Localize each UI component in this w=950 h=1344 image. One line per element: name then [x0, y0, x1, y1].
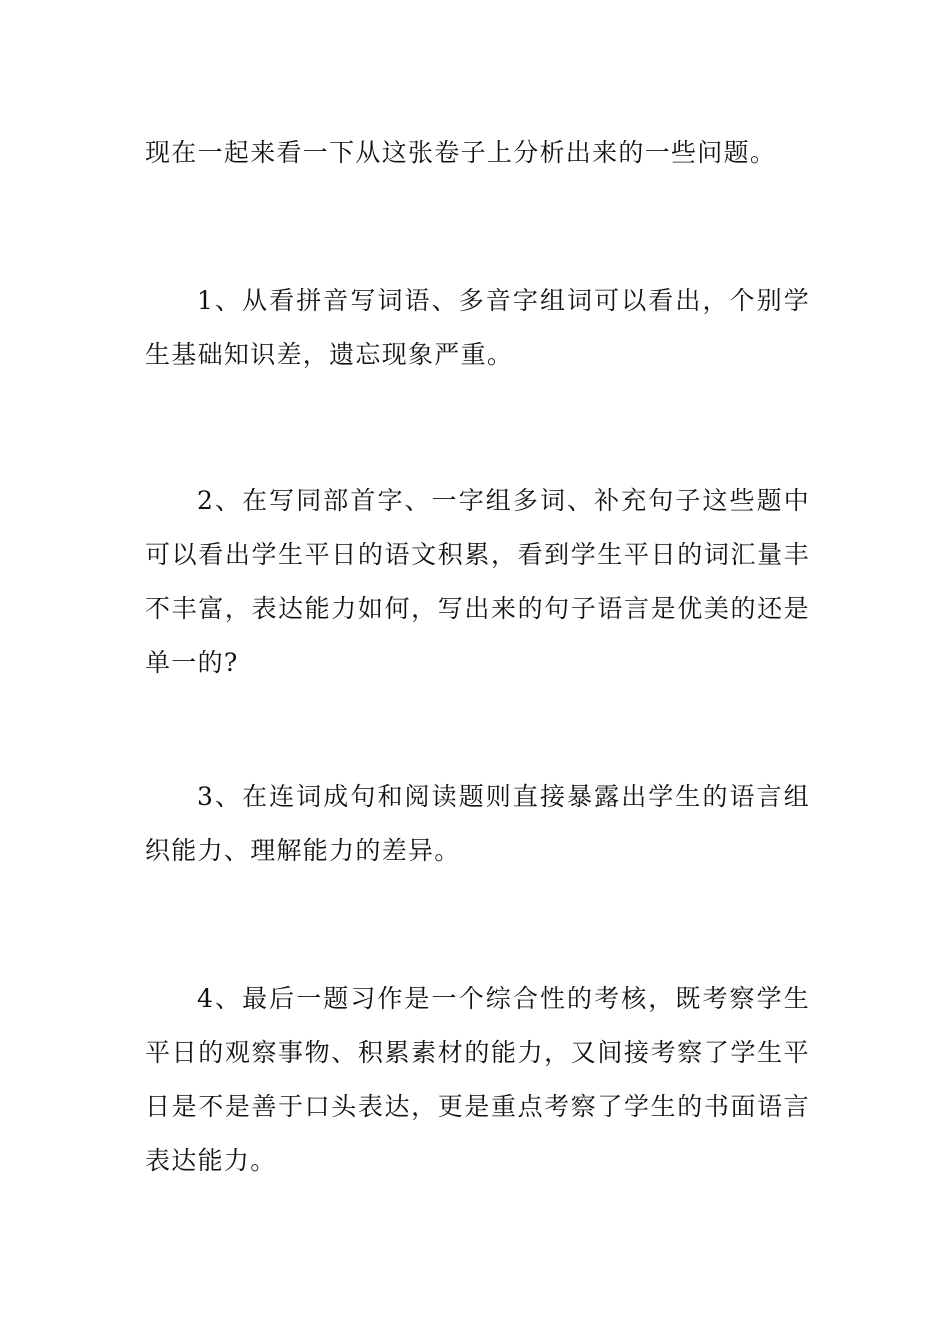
intro-paragraph: 现在一起来看一下从这张卷子上分析出来的一些问题。: [145, 138, 777, 167]
point-2-paragraph: 2、在写同部首字、一字组多词、补充句子这些题中可以看出学生平日的语文积累，看到学生平日的词汇量丰不丰富，表达能力如何，写出来的句子语言是优美的还是单一的?: [145, 486, 810, 677]
point-3-paragraph: 3、在连词成句和阅读题则直接暴露出学生的语言组织能力、理解能力的差异。: [145, 782, 810, 865]
point-1-paragraph: 1、从看拼音写词语、多音字组词可以看出，个别学生基础知识差，遗忘现象严重。: [145, 286, 810, 369]
point-4-paragraph: 4、最后一题习作是一个综合性的考核，既考察学生平日的观察事物、积累素材的能力，又间接考察了学生平日是不是善于口头表达，更是重点考察了学生的书面语言表达能力。: [145, 984, 810, 1175]
